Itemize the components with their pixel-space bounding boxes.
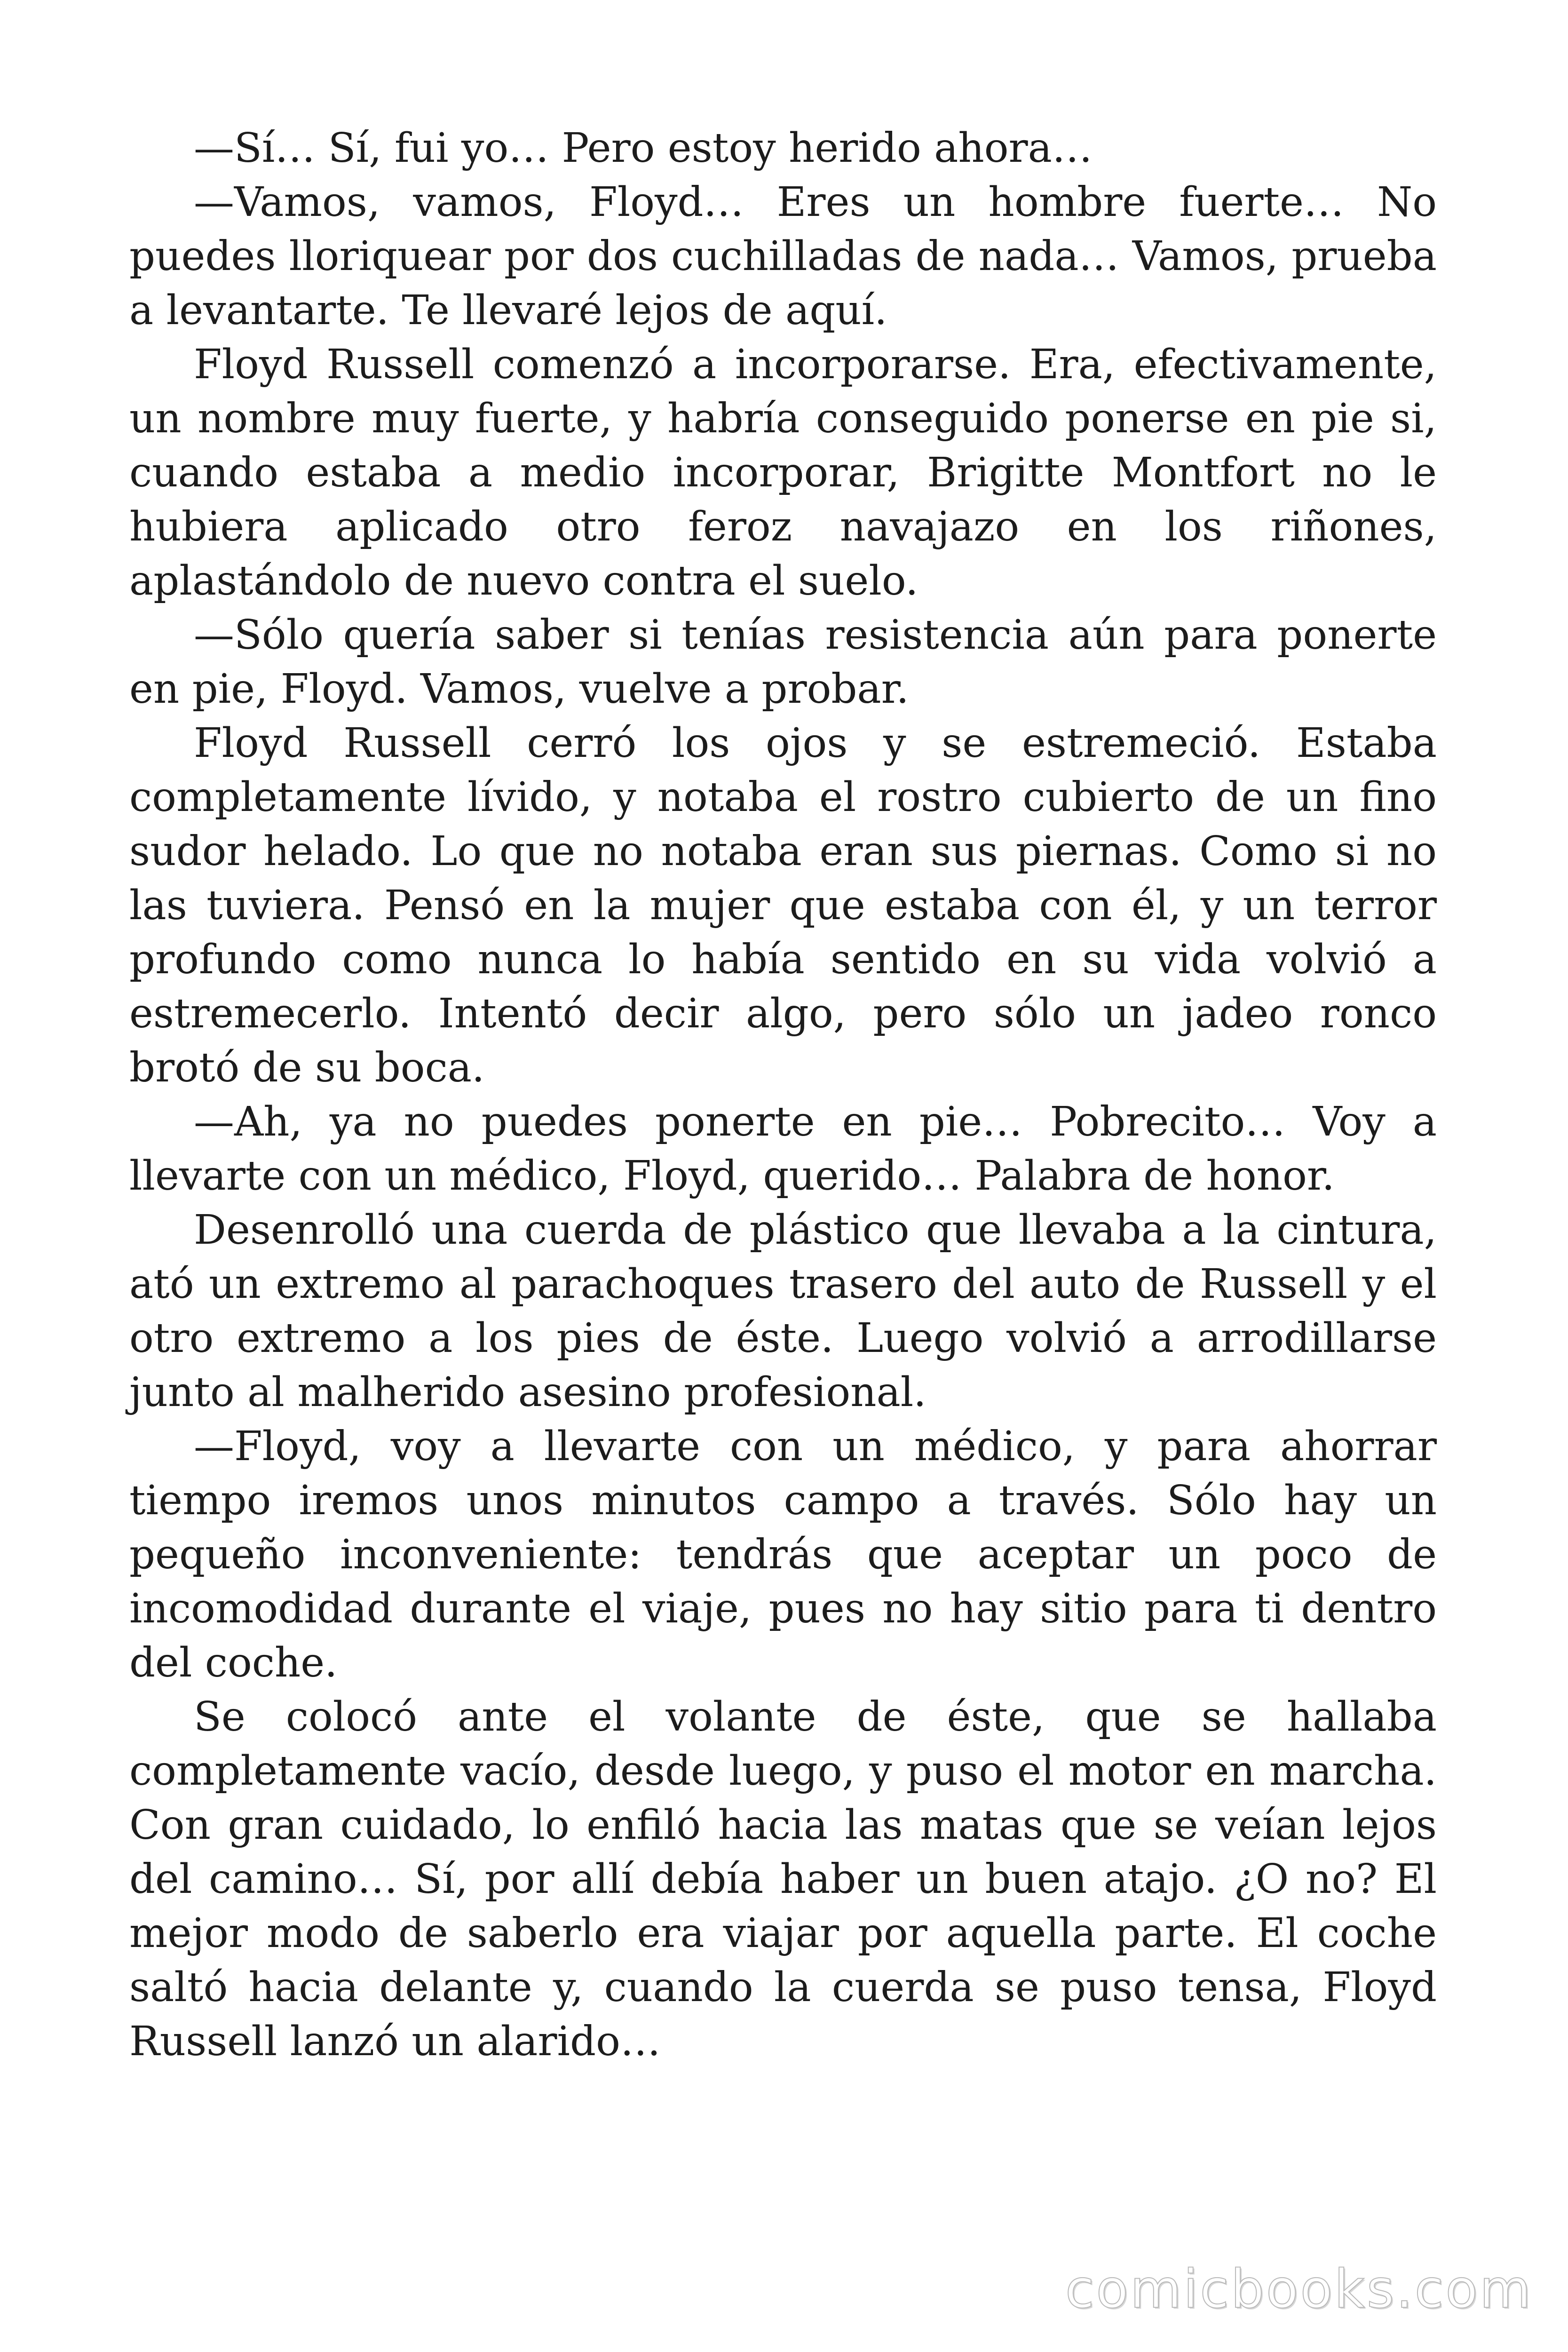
- paragraph: —Sólo quería saber si tenías resistencia aún para ponerte en pie, Floyd. Vamos, vuelve a probar.: [129, 612, 1437, 713]
- paragraph: —Ah, ya no puedes ponerte en pie… Pobrecito… Voy a llevarte con un médico, Floyd, querido… Palabra de honor.: [129, 1098, 1437, 1200]
- paragraph: Desenrolló una cuerda de plástico que llevaba a la cintura, ató un extremo al parachoques trasero del auto de Russell y el otro extremo a los pies de éste. Luego volvió a arrodillarse junto al malherido asesino profesional.: [129, 1207, 1437, 1416]
- paragraph: Se colocó ante el volante de éste, que se hallaba completamente vacío, desde luego, y puso el motor en marcha. Con gran cuidado, lo enfiló hacia las matas que se veían lejos del camino… Sí, por allí debía haber un buen atajo. ¿O no? El mejor modo de saberlo era viajar por aquella parte. El coche saltó hacia delante y, cuando la cuerda se puso tensa, Floyd Russell lanzó un alarido…: [129, 1693, 1437, 2065]
- body-text: [129, 121, 1437, 2069]
- paragraph: Floyd Russell comenzó a incorporarse. Era, efectivamente, un nombre muy fuerte, y habría conseguido ponerse en pie si, cuando estaba a medio incorporar, Brigitte Montfort no le hubiera aplicado otro feroz navajazo en los riñones, aplastándolo de nuevo contra el suelo.: [129, 341, 1437, 604]
- paragraph: —Floyd, voy a llevarte con un médico, y para ahorrar tiempo iremos unos minutos campo a través. Sólo hay un pequeño inconveniente: tendrás que aceptar un poco de incomodidad durante el viaje, pues no hay sitio para ti dentro del coche.: [129, 1423, 1437, 1686]
- paragraph: —Sí… Sí, fui yo… Pero estoy herido ahora…: [194, 125, 1093, 172]
- watermark: comicbooks.com: [1065, 2259, 1533, 2320]
- paragraph: Floyd Russell cerró los ojos y se estremeció. Estaba completamente lívido, y notaba el rostro cubierto de un fino sudor helado. Lo que no notaba eran sus piernas. Como si no las tuviera. Pensó en la mujer que estaba con él, y un terror profundo como nunca lo había sentido en su vida volvió a estremecerlo. Intentó decir algo, pero sólo un jadeo ronco brotó de su boca.: [129, 720, 1437, 1091]
- paragraph: —Vamos, vamos, Floyd… Eres un hombre fuerte… No puedes lloriquear por dos cuchilladas de nada… Vamos, prueba a levantarte. Te llevaré lejos de aquí.: [129, 179, 1437, 334]
